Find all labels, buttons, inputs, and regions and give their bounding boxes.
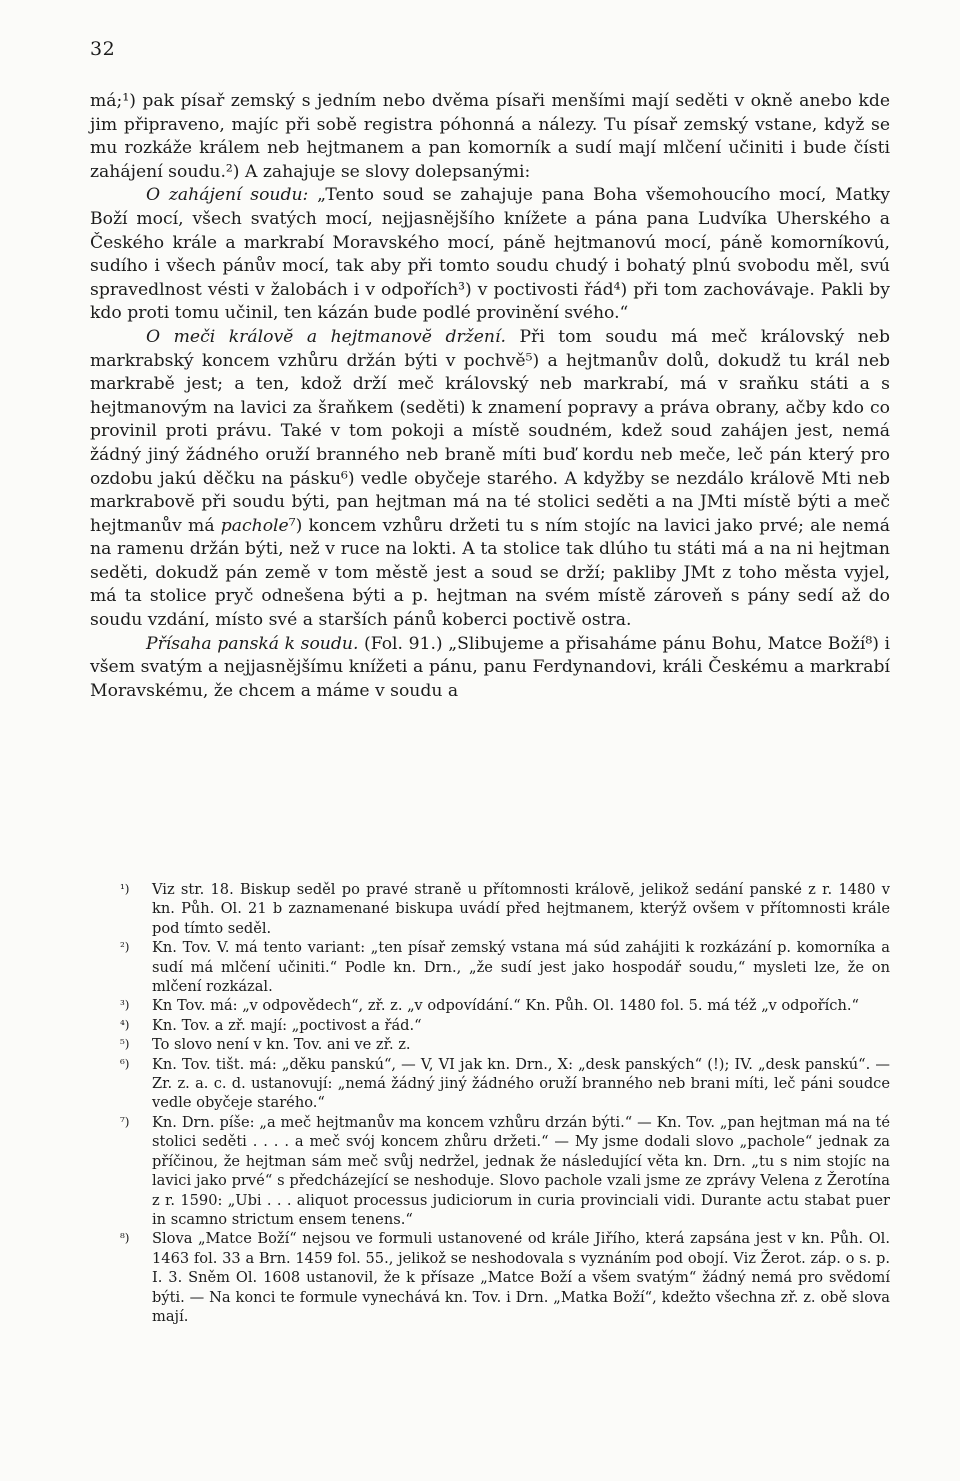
footnote-mark: ⁷) xyxy=(120,1114,130,1129)
footnote xyxy=(120,1113,890,1229)
paragraph-3 xyxy=(90,326,890,633)
footnote xyxy=(120,1229,890,1326)
word-pachole: pachole xyxy=(220,515,289,536)
section-title-meci: O meči královĕ a hejtmanovĕ držení. xyxy=(146,326,506,347)
footnote-mark: ¹) xyxy=(120,882,130,896)
section-title-prisaha: Přísaha panská k soudu. xyxy=(146,633,359,654)
paragraph-2-text: „Tento soud se zahajuje pana Boha všemohoucího mocí, Matky Boží mocí, všech svatých mocí, nejjasnějšího knížete a pána pana Ludvíka Uherského a Českého krále a markrabí Moravského mocí, páně hejtmanovú mocí, páně komorníkovú, sudího i všech pánův mocí, tak aby při tomto soudu chudý i bohatý plnú svobodu měl, svú spravedlnost vésti v žalobách i v odpořích³) v poctivosti řád⁴) při tom zachovávaje. Pakli by kdo proti tomu učinil, ten kázán bude podlé provinění svého.“ xyxy=(90,185,890,324)
footnotes xyxy=(120,880,890,1326)
footnote-mark: ³) xyxy=(120,998,130,1013)
paragraph-3-text-a: Při tom soudu má meč královský neb markrabský koncem vzhůru držán býti v pochvě⁵) a hejtmanův dolů, dokudž tu král neb markrabě jest; a ten, kdož drží meč královský neb markrabí, má v sraňku státi a s hejtmanovým na lavici za šraňkem (seděti) k znamení popravy a práva obrany, ačby kdo co provinil proti právu. Také v tom pokoji a místě soudném, kdež soud zahájen jest, nemá žádný jiný žádného oruží branného neb braně míti buď kordu neb meče, leč pán který pro ozdobu jakú děčku na pásku⁶) vedle obyčeje starého. A kdyžby se nezdálo královĕ Mti neb markrabovĕ při soudu býti, pan hejtman má na té stolici seděti a na JMti místě býti a meč hejtmanův má xyxy=(90,326,890,536)
paragraph-3-text-b: ⁷) koncem vzhůru držeti tu s ním stojíc na lavici jako prvé; ale nemá na ramenu držán býti, než v ruce na lokti. A ta stolice tak dlúho tu státi má a na ni hejtman seděti, dokudž pán země v tom městě jest a soud se drží; pakliby JMt z toho města vyjel, má ta stolice pryč odnešena býti a p. hejtman na svém místě zároveň s pány sedí až do soudu vzdání, místo své a starších pánů koberci poctivě ostra. xyxy=(90,515,890,631)
footnote xyxy=(120,1035,890,1054)
footnote-mark: ²) xyxy=(120,940,130,955)
footnote-text: Kn Tov. má: „v odpovědech“, zř. z. „v odpovídání.“ Kn. Půh. Ol. 1480 fol. 5. má též „v odpořích.“ xyxy=(152,997,859,1015)
footnote-text: Slova „Matce Boží“ nejsou ve formuli ustanovené od krále Jiřího, která zapsána jest v kn. Půh. Ol. 1463 fol. 33 a Brn. 1459 fol. 55., jelikož se neshodovala s vyznáním pod obojí. Viz Žerot. záp. o s. p. I. 3. Sněm Ol. 1608 ustanovil, že k přísaze „Matce Boží a všem svatým“ žádný nemá pro svědomí býti. — Na konci te formule vynechává kn. Tov. i Drn. „Matka Boží“, kdežto všechna zř. z. obě slova mají. xyxy=(152,1230,890,1325)
footnote-mark: ⁴) xyxy=(120,1017,130,1032)
footnote-text: Viz str. 18. Biskup seděl po pravé straně u přítomnosti královĕ, jelikož sedání panské z r. 1480 v kn. Půh. Ol. 21 b zaznamenané biskupa uvádí před hejtmanem, kterýž ovšem v přítomnosti krále pod tímto seděl. xyxy=(152,881,890,937)
footnote-text: Kn. Tov. a zř. mají: „poctivost a řád.“ xyxy=(152,1016,422,1034)
footnote-text: Kn. Tov. V. má tento variant: „ten písař zemský vstana má súd zahájiti k rozkázání p. komorníka a sudí má mlčení učiniti.“ Podle kn. Drn., „že sudí jest jako hospodář soudu,“ mysleti lze, že on mlčení rozkázal. xyxy=(152,939,890,996)
page-number: 32 xyxy=(90,38,116,60)
footnote xyxy=(120,880,890,938)
paragraph-1: má;¹) pak písař zemský s jedním nebo dvěma písaři menšími mají seděti v okně anebo kde jim připraveno, majíc při sobě registra póhonná a nálezy. Tu písař zemský vstane, když se mu rozkáže králem neb hejtmanem a pan komorník a sudí mají mlčení učiniti i bude čísti zahájení soudu.²) A zahajuje se slovy dolepsanými: xyxy=(90,91,890,182)
main-text xyxy=(90,90,890,703)
paragraph-4-text: (Fol. 91.) „Slibujeme a přisaháme pánu Bohu, Matce Boží⁸) i všem svatým a nejjasnějšímu knížeti a pánu, panu Ferdynandovi, králi Českému a markrabí Moravskému, že chcem a máme v soudu a xyxy=(90,633,890,701)
footnote-text: To slovo není v kn. Tov. ani ve zř. z. xyxy=(152,1036,411,1054)
footnote-mark: ⁶) xyxy=(120,1056,130,1071)
footnote xyxy=(120,938,890,996)
footnote xyxy=(120,996,890,1015)
footnote xyxy=(120,1055,890,1113)
footnote-mark: ⁸) xyxy=(120,1231,130,1246)
footnote xyxy=(120,1016,890,1035)
paragraph-2 xyxy=(90,184,890,326)
section-title-zahajeni: O zahájení soudu: xyxy=(146,185,309,206)
footnote-mark: ⁵) xyxy=(120,1037,130,1052)
footnote-text: Kn. Tov. tišt. má: „děku panskú“, — V, VI jak kn. Drn., X: „desk panských“ (!); IV. „desk panskú“. — Zr. z. a. c. d. ustanovují: „nemá žádný jiný žádného oruží branného neb brani míti, leč páni soudce vedle obyčeje starého.“ xyxy=(152,1055,890,1112)
footnote-text: Kn. Drn. píše: „a meč hejtmanův ma koncem vzhůru drzán býti.“ — Kn. Tov. „pan hejtman má na té stolici seděti . . . . a meč svój koncem zhůru držeti.“ — My jsme dodali slovo „pachole“ jednak za příčinou, že hejtman sám meč svůj nedržel, jednak že následující věta kn. Drn. „tu s nim stojíc na lavici jako prvé“ s předcházející se neshoduje. Slovo pachole vzali jsme ze zprávy Velena z Žerotína z r. 1590: „Ubi . . . aliquot processus judiciorum in curia provinciali vidi. Durante actu stabat puer in scamno strictum ensem tenens.“ xyxy=(152,1113,890,1228)
paragraph-4 xyxy=(90,633,890,704)
